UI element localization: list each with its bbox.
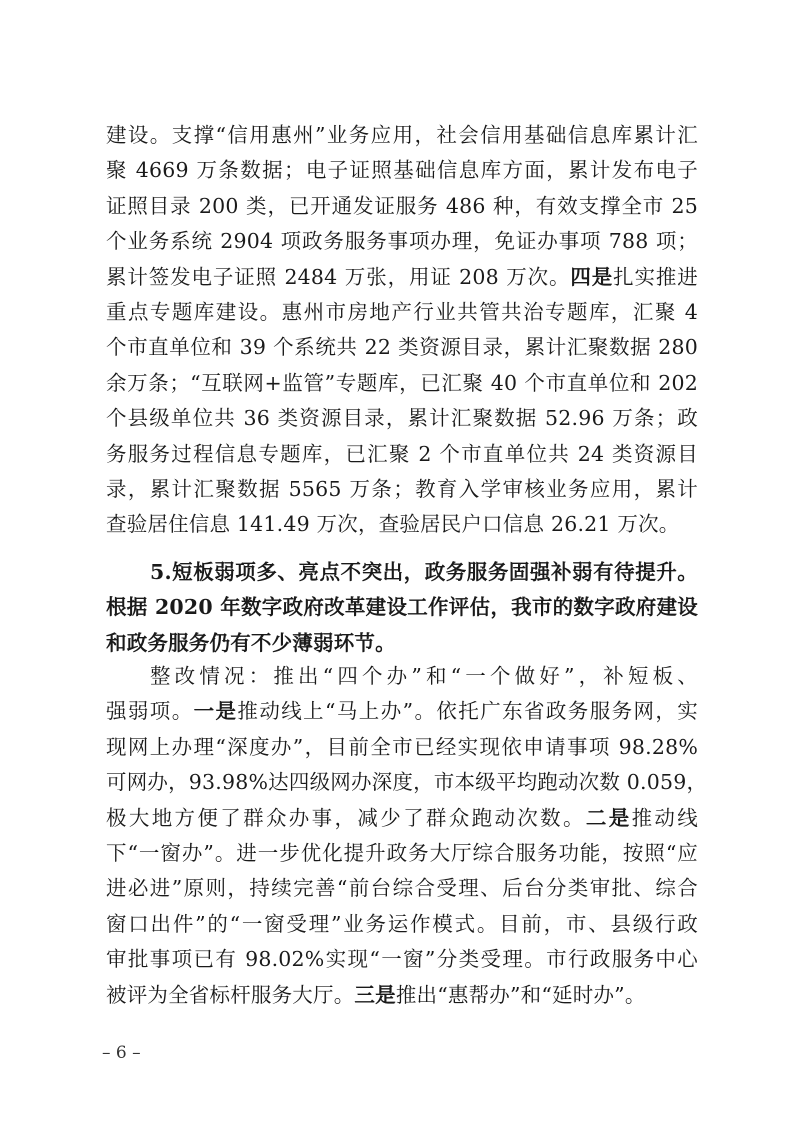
text-run: 现网上办理“深度办”，目前全市已经实现依申请事项 98.28% bbox=[106, 734, 698, 759]
text-run: 聚 4669 万条数据；电子证照基础信息库方面，累计发布电子 bbox=[106, 158, 698, 183]
text-run: 进必进”原则，持续完善“前台综合受理、后台分类审批、综合 bbox=[106, 876, 698, 901]
paragraph-rectification bbox=[106, 659, 708, 1013]
text-line bbox=[106, 224, 698, 259]
text-line bbox=[106, 295, 698, 330]
text-line bbox=[106, 401, 698, 436]
text-line bbox=[106, 801, 698, 836]
text-line bbox=[106, 330, 698, 365]
text-line bbox=[106, 978, 698, 1013]
text-run: 累计签发电子证照 2484 万张，用证 208 万次。 bbox=[106, 264, 571, 289]
text-run: 个县级单位共 36 类资源目录，累计汇聚数据 52.96 万条；政 bbox=[106, 406, 698, 431]
text-line bbox=[106, 153, 698, 188]
text-line bbox=[106, 907, 698, 942]
text-run: 极大地方便了群众办事，减少了群众跑动次数。 bbox=[106, 805, 586, 830]
text-run: 推动线 bbox=[631, 805, 698, 830]
text-run: 个市直单位和 39 个系统共 22 类资源目录，累计汇聚数据 280 bbox=[106, 335, 698, 360]
text-run: 证照目录 200 类，已开通发证服务 486 种，有效支撑全市 25 bbox=[106, 193, 698, 218]
bold-text-run: 一是 bbox=[193, 699, 238, 724]
text-line bbox=[106, 590, 698, 625]
text-run: 被评为全省标杆服务大厅。 bbox=[106, 982, 355, 1007]
text-line bbox=[106, 694, 698, 729]
text-line bbox=[106, 366, 698, 401]
text-run: 强弱项。 bbox=[106, 699, 194, 724]
bold-text-run: 和政务服务仍有不少薄弱环节。 bbox=[106, 630, 396, 655]
text-line bbox=[106, 507, 698, 542]
page-number: – 6 – bbox=[102, 1043, 141, 1063]
text-line bbox=[106, 118, 698, 153]
bold-text-run: 四是 bbox=[570, 264, 614, 289]
bold-text-run: 三是 bbox=[354, 982, 396, 1007]
text-line bbox=[106, 871, 698, 906]
text-run: 建设。支撑“信用惠州”业务应用，社会信用基础信息库累计汇 bbox=[106, 123, 698, 147]
text-line bbox=[106, 189, 698, 224]
text-line bbox=[106, 472, 698, 507]
text-run: 审批事项已有 98.02%实现“一窗”分类受理。市行政服务中心 bbox=[106, 947, 698, 972]
bold-text-run: 二是 bbox=[585, 805, 632, 830]
text-run: 下“一窗办”。进一步优化提升政务大厅综合服务功能，按照“应 bbox=[106, 840, 698, 865]
text-run: 扎实推进 bbox=[613, 264, 698, 289]
text-run: 务服务过程信息专题库，已汇聚 2 个市直单位共 24 类资源目 bbox=[106, 441, 698, 466]
text-run: 余万条；“互联网+监管”专题库，已汇聚 40 个市直单位和 202 bbox=[106, 370, 698, 395]
text-line bbox=[106, 942, 698, 977]
paragraph-data-platform bbox=[106, 118, 698, 543]
text-run: 可网办，93.98%达四级网办深度，市本级平均跑动次数 0.059， bbox=[106, 770, 708, 795]
text-run: 整改情况：推出“四个办”和“一个做好”，补短板、 bbox=[150, 664, 698, 688]
text-run: 窗口出件”的“一窗受理”业务运作模式。目前，市、县级行政 bbox=[106, 911, 698, 936]
text-line bbox=[106, 659, 698, 694]
text-line bbox=[106, 730, 698, 765]
text-run: 推出“惠帮办”和“延时办”。 bbox=[395, 982, 646, 1007]
text-run: 录，累计汇聚数据 5565 万条；教育入学审核业务应用，累计 bbox=[106, 476, 698, 501]
text-line bbox=[106, 626, 698, 661]
text-run: 查验居住信息 141.49 万次，查验居民户口信息 26.21 万次。 bbox=[106, 512, 680, 537]
text-line bbox=[106, 836, 698, 871]
bold-text-run: 5.短板弱项多、亮点不突出，政务服务固强补弱有待提升。 bbox=[150, 560, 698, 584]
bold-text-run: 根据 2020 年数字政府改革建设工作评估，我市的数字政府建设 bbox=[106, 595, 698, 620]
text-run: 重点专题库建设。惠州市房地产行业共管共治专题库，汇聚 4 bbox=[106, 299, 698, 324]
text-run: 推动线上“马上办”。依托广东省政务服务网，实 bbox=[237, 699, 698, 724]
text-line bbox=[106, 555, 698, 590]
text-line bbox=[106, 765, 708, 800]
text-line bbox=[106, 437, 698, 472]
paragraph-issue-5-heading bbox=[106, 555, 698, 661]
text-line bbox=[106, 260, 698, 295]
text-run: 个业务系统 2904 项政务服务事项办理，免证办事项 788 项； bbox=[106, 229, 698, 254]
